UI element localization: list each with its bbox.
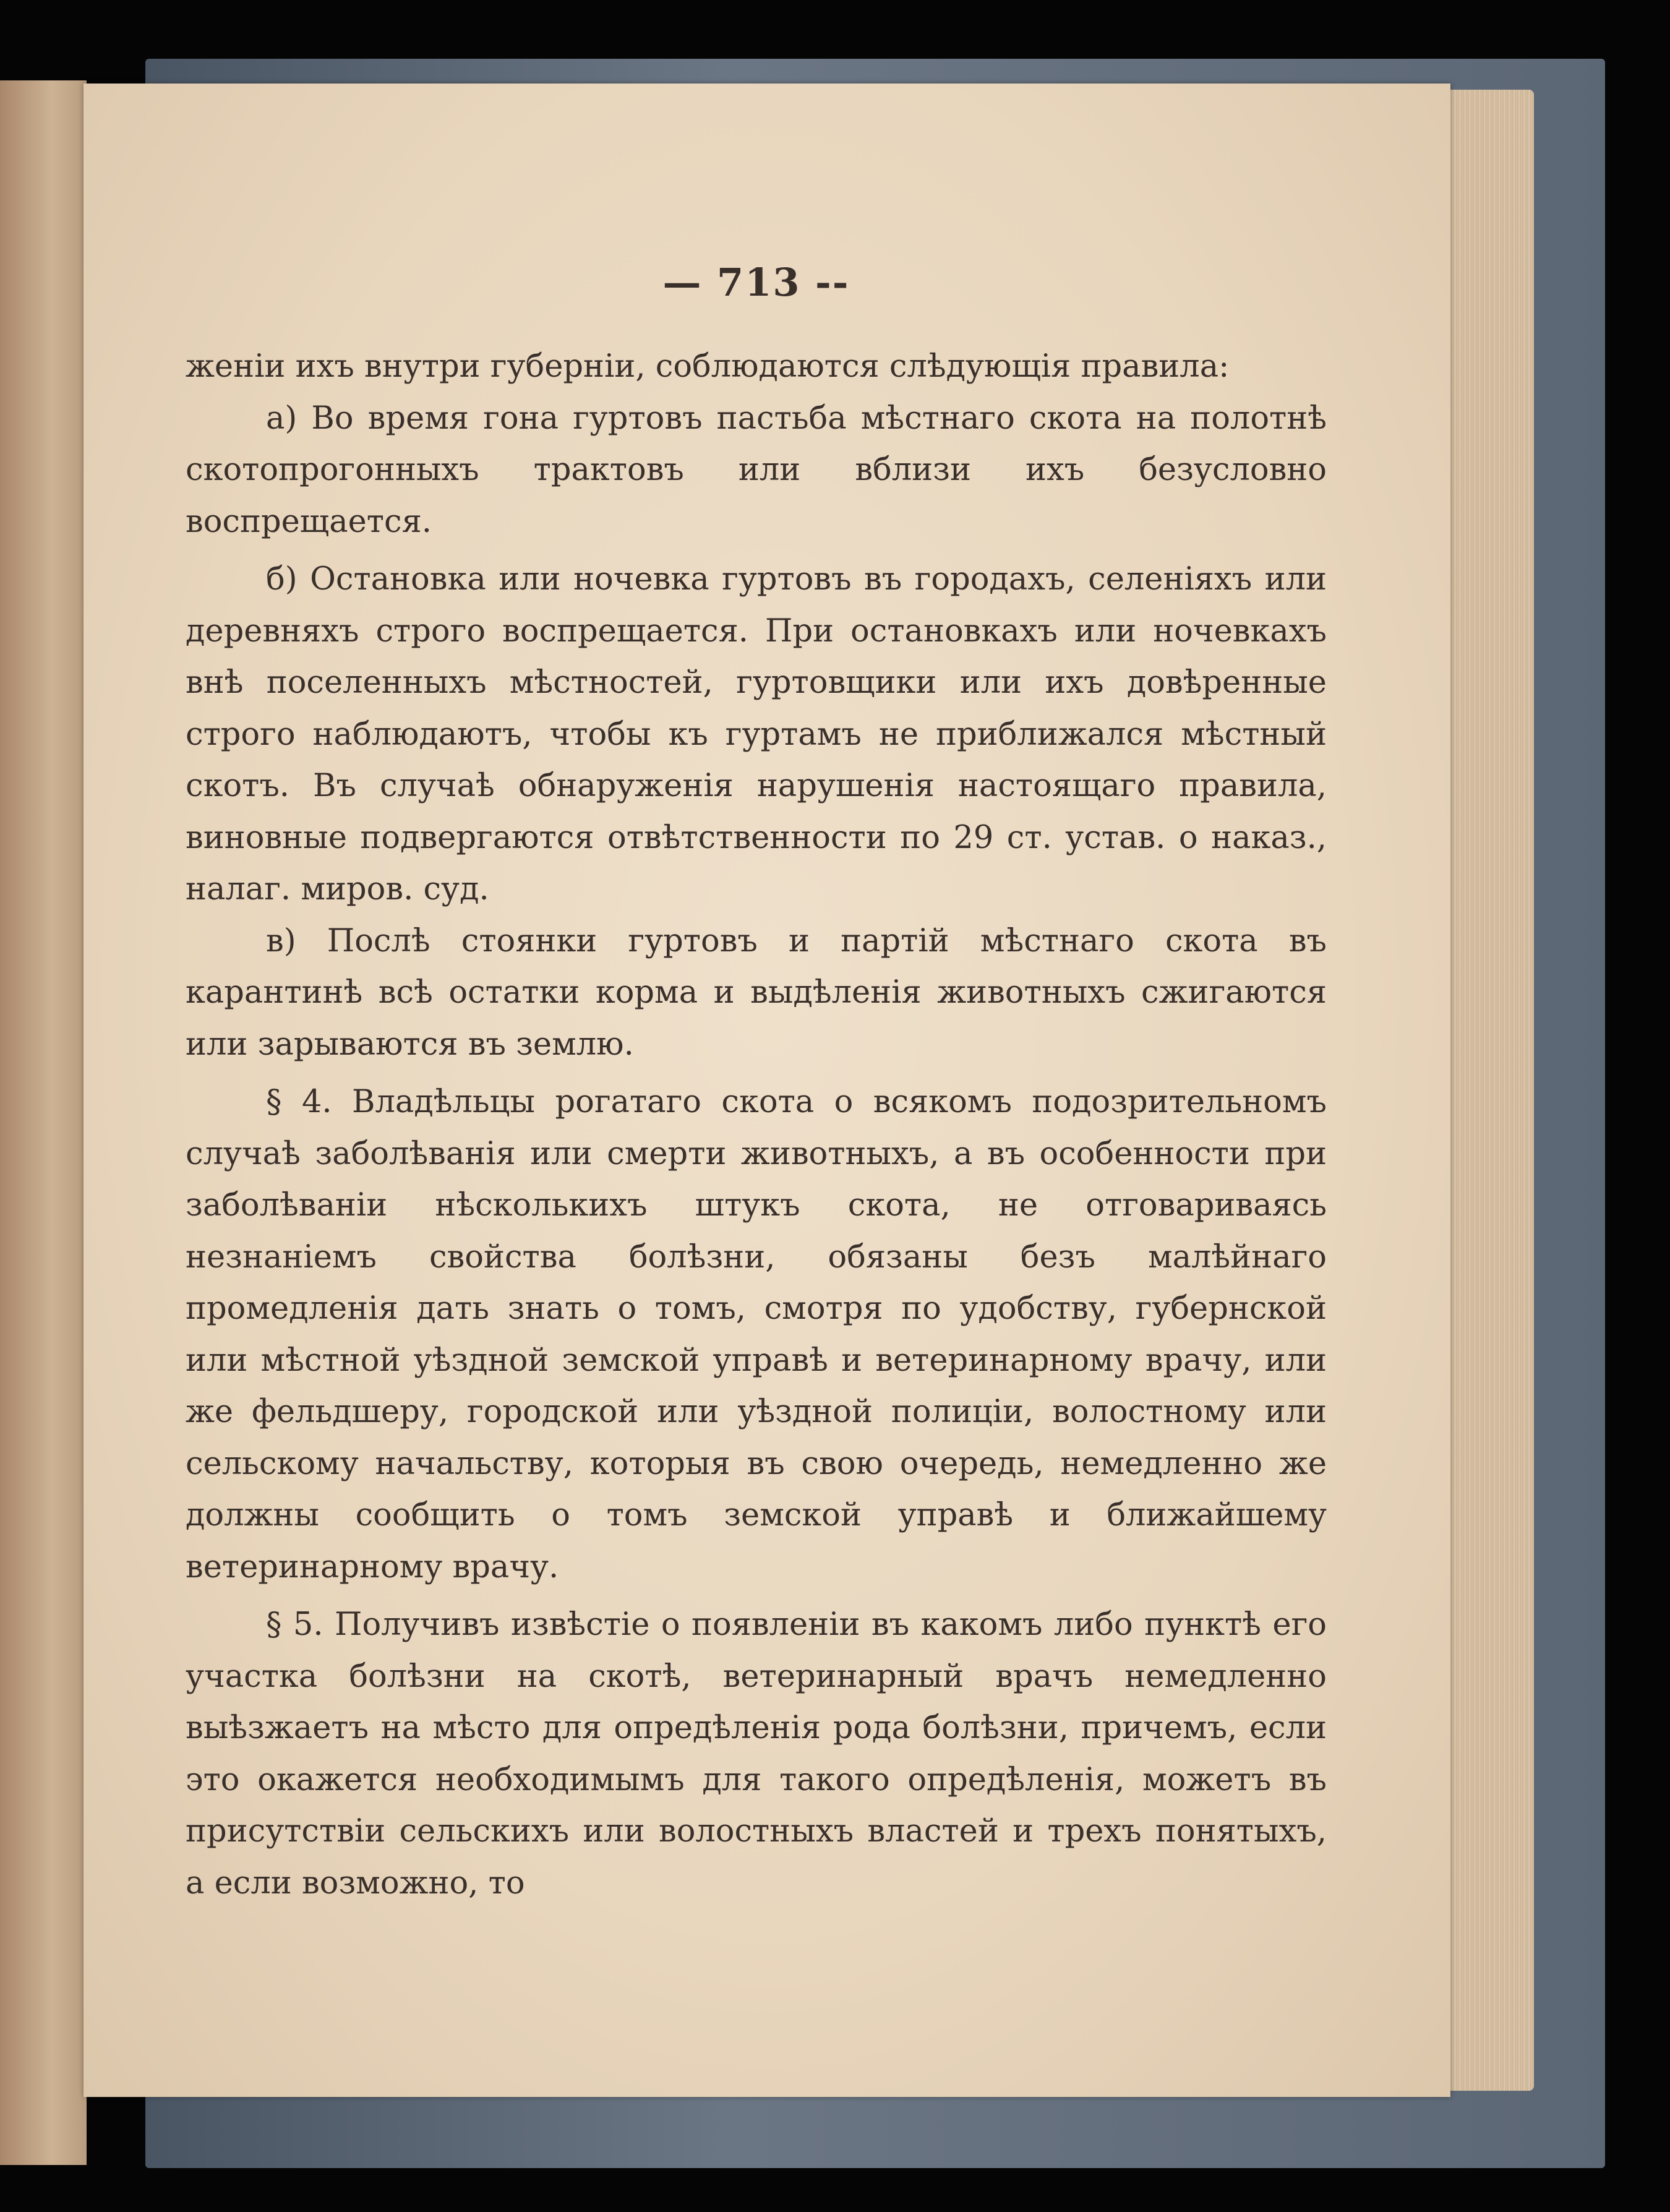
page-content — [186, 260, 1327, 1909]
paragraph-section-4: § 4. Владѣльцы рогатаго скота о всякомъ подозрительномъ случаѣ заболѣванія или смерти животныхъ, а въ особенности при заболѣваніи нѣсколькихъ штукъ скота, не отговариваясь незнаніемъ свойства болѣзни, обязаны безъ малѣйнаго промедленія дать знать о томъ, смотря по удобству, губернской или мѣстной уѣздной земской управѣ и ветеринарному врачу, или же фельдшеру, городской или уѣздной полиціи, волостному или сельскому начальству, которыя въ свою очередь, немедленно же должны сообщить о томъ земской управѣ и ближайшему ветеринарному врачу. — [186, 1084, 1327, 1585]
paragraph-rule-a: а) Во время гона гуртовъ пастьба мѣстнаго скота на полотнѣ скотопрогонныхъ трактовъ или вблизи ихъ безусловно воспрещается. — [186, 400, 1327, 540]
page-body — [186, 341, 1327, 1909]
paragraph-rule-v: в) Послѣ стоянки гуртовъ и партій мѣстнаго скота въ карантинѣ всѣ остатки корма и выдѣленія животныхъ сжигаются или зарываются въ землю. — [186, 922, 1327, 1063]
book-page — [84, 84, 1450, 2097]
paragraph-continuation: женіи ихъ внутри губерніи, соблюдаются слѣдующія правила: — [186, 348, 1230, 385]
facing-page-edge — [0, 80, 87, 2165]
paragraph-section-5: § 5. Получивъ извѣстіе о появленіи въ какомъ либо пунктѣ его участка болѣзни на скотѣ, ветеринарный врачъ немедленно выѣзжаетъ на мѣсто для опредѣленія рода болѣзни, причемъ, если это окажется необходимымъ для такого опредѣленія, можетъ въ присутствіи сельскихъ или волостныхъ властей и трехъ понятыхъ, а если возможно, то — [186, 1606, 1327, 1901]
page-number: — 713 -- — [662, 260, 850, 305]
paragraph-rule-b: б) Остановка или ночевка гуртовъ въ городахъ, селеніяхъ или деревняхъ строго воспрещается. При остановкахъ или ночевкахъ внѣ поселенныхъ мѣстностей, гуртовщики или ихъ довѣренные строго наблюдаютъ, чтобы къ гуртамъ не приближался мѣстный скотъ. Въ случаѣ обнаруженія нарушенія настоящаго правила, виновные подвергаются отвѣтственности по 29 ст. устав. о наказ., налаг. миров. суд. — [186, 561, 1327, 907]
